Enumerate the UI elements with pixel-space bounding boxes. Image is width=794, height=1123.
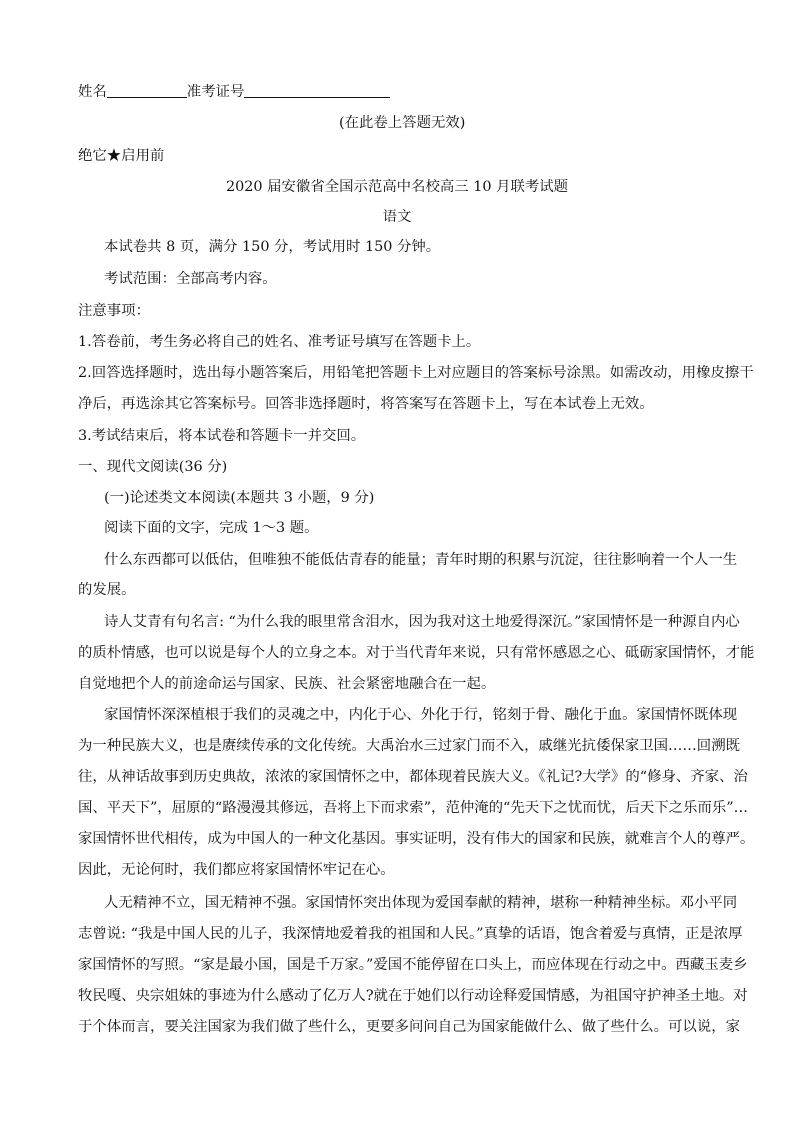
passage-p1-line-2: 的发展。 [78,582,136,598]
exam-info-scope: 考试范围：全部高考内容。 [104,271,277,287]
note-1: 1.答卷前，考生务必将自己的姓名、准考证号填写在答题卡上。 [78,334,481,350]
passage-p3-line-4: 国、平天下”，屈原的“路漫漫其修远，吾将上下而求索”，范仲淹的“先天下之忧而忧，后天下之乐而乐”… [78,800,748,816]
passage-p2-line-1: 诗人艾青有句名言: “为什么我的眼里常含泪水，因为我对这土地爱得深沉。”家国情怀是一种源自内心 [104,614,740,630]
invalid-notice: (在此卷上答题无效) [339,115,466,131]
reading-instruction: 阅读下面的文字，完成 1～3 题。 [104,520,319,536]
name-blank [107,82,187,98]
passage-p3-line-5: 家国情怀世代相传，成为中国人的一种文化基因。事实证明，没有伟大的国家和民族，就难言个人的尊严。 [78,831,755,847]
section-heading: 一、现代文阅读(36 分) [78,459,228,475]
id-label: 准考证号 [186,84,245,100]
subject-title: 语文 [382,209,412,225]
confidential-mark: 绝它★启用前 [78,148,165,164]
passage-p4-line-5: 于个体而言，要关注国家为我们做了些什么，更要多问问自己为国家能做什么、做了些什么。可以说，家 [78,1019,740,1035]
passage-p4-line-4: 牧民嘎、央宗姐妹的事迹为什么感动了亿万人?就在于她们以行动诠释爱国情感，为祖国守护神圣土地。对 [78,988,748,1004]
passage-p4-line-2: 志曾说: “我是中国人民的儿子，我深情地爱着我的祖国和人民。”真挚的话语，饱含着爱与真情，正是浓厚 [78,926,743,942]
passage-p4-line-3: 家国情怀的写照。“家是最小国，国是千万家。”爱国不能停留在口头上，而应体现在行动之中。西藏玉麦乡 [78,957,748,973]
passage-p3-line-2: 为一种民族大义，也是赓续传承的文化传统。大禹治水三过家门而不入，戚继光抗倭保家卫国……回溯既 [78,738,740,754]
passage-p3-line-6: 因此，无论何时，我们都应将家国情怀牢记在心。 [78,862,395,878]
subsection-heading: (一)论述类文本阅读(本题共 3 小题，9 分) [104,490,375,506]
passage-p4-line-1: 人无精神不立，国无精神不强。家国情怀突出体现为爱国奉献的精神，堪称一种精神坐标。邓小平同 [104,895,738,911]
passage-p3-line-3: 往，从神话故事到历史典故，浓浓的家国情怀之中，都体现着民族大义。《礼记?大学》的“修身、齐家、治 [78,769,748,785]
note-3: 3.考试结束后，将本试卷和答题卡一并交回。 [78,428,366,444]
note-2-line-1: 2.回答选择题时，选出每小题答案后，用铅笔把答题卡上对应题目的答案标号涂黑。如需改动，用橡皮擦干 [78,365,754,381]
candidate-info-line [78,82,728,102]
exam-title: 2020 届安徽省全国示范高中名校高三 10 月联考试题 [225,179,569,195]
name-label: 姓名 [78,84,107,100]
note-2-line-2: 净后，再选涂其它答案标号。回答非选择题时，将答案写在答题卡上，写在本试卷上无效。 [78,396,654,412]
id-blank [244,82,390,98]
passage-p2-line-3: 自觉地把个人的前途命运与国家、民族、社会紧密地融合在一起。 [78,676,496,692]
passage-p2-line-2: 的质朴情感，也可以说是每个人的立身之本。对于当代青年来说，只有常怀感恩之心、砥砺家国情怀，才能 [78,645,755,661]
notes-heading: 注意事项： [78,303,150,319]
exam-info-pages: 本试卷共 8 页，满分 150 分，考试用时 150 分钟。 [104,239,441,255]
passage-p3-line-1: 家国情怀深深植根于我们的灵魂之中，内化于心、外化于行，铭刻于骨、融化于血。家国情怀既体现 [104,707,738,723]
passage-p1-line-1: 什么东西都可以低估，但唯独不能低估青春的能量；青年时期的积累与沉淀，往往影响着一个人一生 [104,552,738,568]
